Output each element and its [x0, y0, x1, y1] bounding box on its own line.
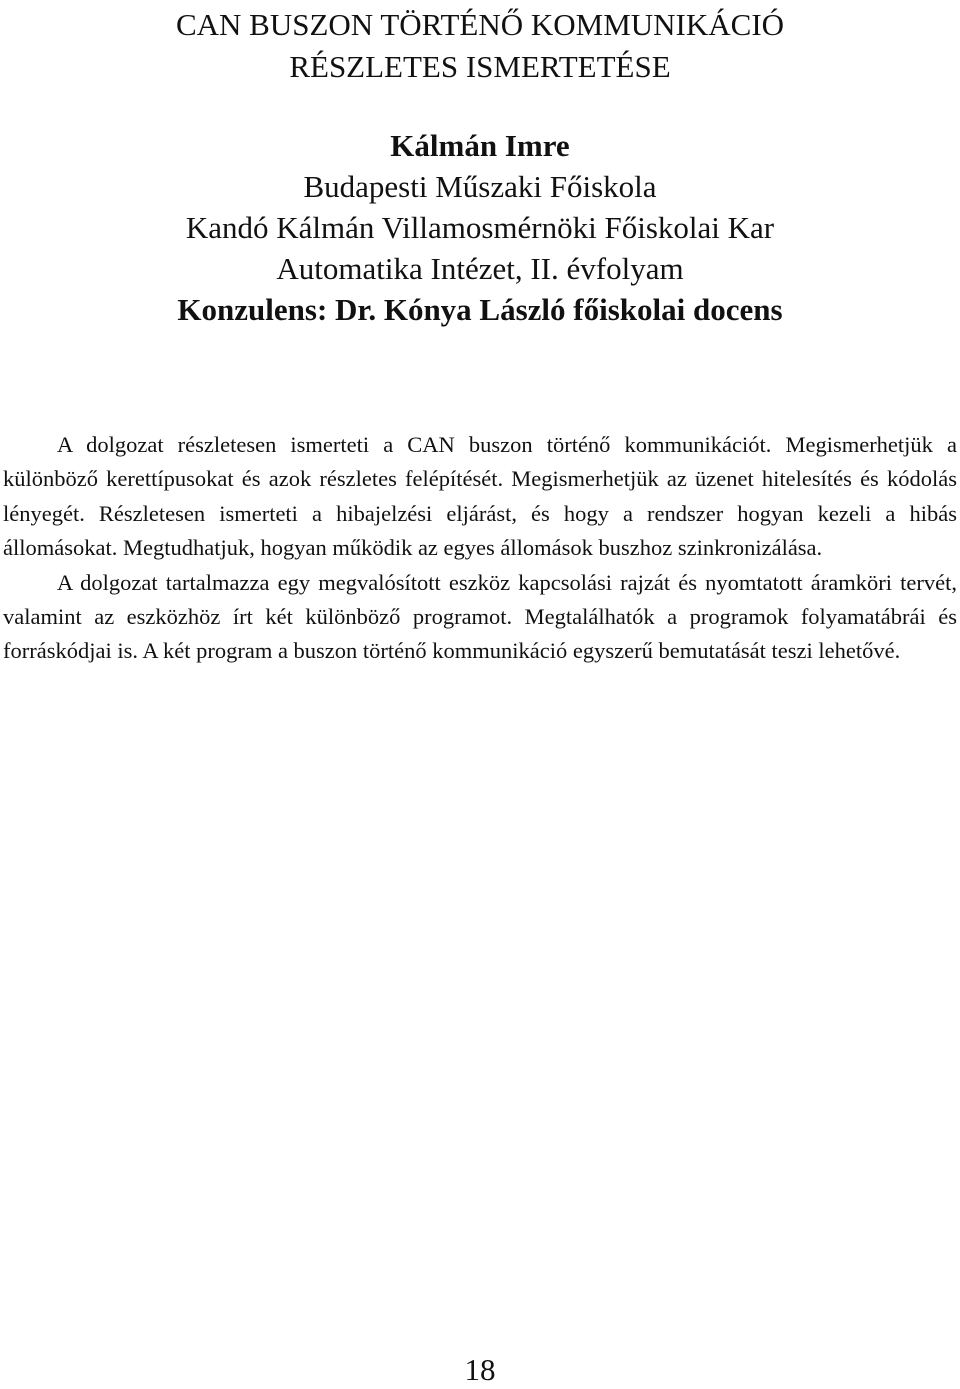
- document-title: [0, 4, 960, 88]
- author-institution: Budapesti Műszaki Főiskola: [303, 169, 657, 204]
- title-line-1: CAN BUSZON TÖRTÉNŐ KOMMUNIKÁCIÓ: [175, 7, 785, 42]
- author-name: Kálmán Imre: [390, 128, 570, 163]
- abstract-paragraph-2: A dolgozat tartalmazza egy megvalósított eszköz kapcsolási rajzát és nyomtatott áramköri tervét, valamint az eszközhöz írt két különböző programot. Megtalálhatók a programok folyamatábrái és forráskódjai is. A két program a buszon történő kommunikáció egyszerű bemutatását teszi lehetővé.: [3, 569, 957, 664]
- page-number: 18: [464, 1352, 496, 1387]
- abstract-paragraph-1: A dolgozat részletesen ismerteti a CAN buszon történő kommunikációt. Megismerhetjük a különböző kerettípusokat és azok részletes felépítését. Megismerhetjük az üzenet hitelesítés és kódolás lényegét. Részletesen ismerteti a hibajelzési eljárást, és hogy a rendszer hogyan kezeli a hibás állomásokat. Megtudhatjuk, hogyan működik az egyes állomások buszhoz szinkronizálása.: [3, 432, 957, 561]
- supervisor-line: Konzulens: Dr. Kónya László főiskolai docens: [177, 292, 783, 327]
- author-department: Automatika Intézet, II. évfolyam: [276, 251, 684, 286]
- author-faculty: Kandó Kálmán Villamosmérnöki Főiskolai Kar: [185, 210, 775, 245]
- author-block: [0, 125, 960, 330]
- abstract: [3, 428, 957, 669]
- title-line-2: RÉSZLETES ISMERTETÉSE: [289, 49, 671, 84]
